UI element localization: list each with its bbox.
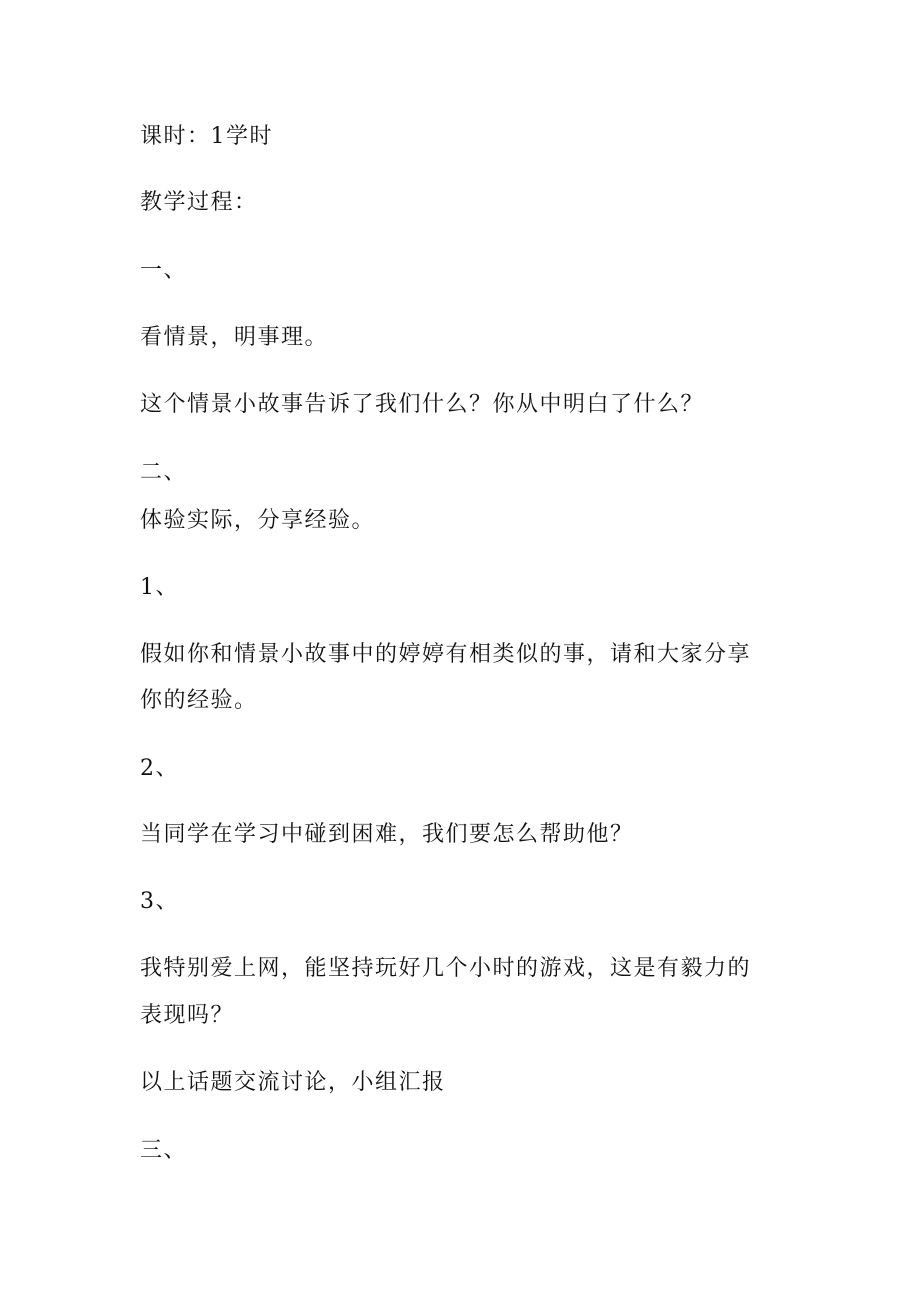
section-two-title: 体验实际，分享经验。 [140, 508, 376, 533]
teaching-process-heading: 教学过程： [140, 190, 258, 215]
section-two-number: 二、 [140, 460, 188, 485]
section-three-number: 三、 [140, 1138, 188, 1163]
item-two-text: 当同学在学习中碰到困难，我们要怎么帮助他？ [140, 822, 634, 847]
item-one-number: 1、 [140, 575, 179, 600]
section-one-title: 看情景，明事理。 [140, 325, 329, 350]
item-one-text-line-1: 假如你和情景小故事中的婷婷有相类似的事，请和大家分享 [140, 642, 752, 667]
item-three-text-line-2: 表现吗？ [140, 1003, 235, 1028]
item-three-text-line-1: 我特别爱上网，能坚持玩好几个小时的游戏，这是有毅力的 [140, 956, 752, 981]
section-one-number: 一、 [140, 258, 188, 283]
lesson-duration: 课时：1学时 [140, 124, 273, 149]
item-three-number: 3、 [140, 889, 179, 914]
item-two-number: 2、 [140, 756, 179, 781]
group-discussion-note: 以上话题交流讨论，小组汇报 [140, 1070, 446, 1095]
section-one-question: 这个情景小故事告诉了我们什么？你从中明白了什么？ [140, 392, 705, 417]
item-one-text-line-2: 你的经验。 [140, 688, 258, 713]
